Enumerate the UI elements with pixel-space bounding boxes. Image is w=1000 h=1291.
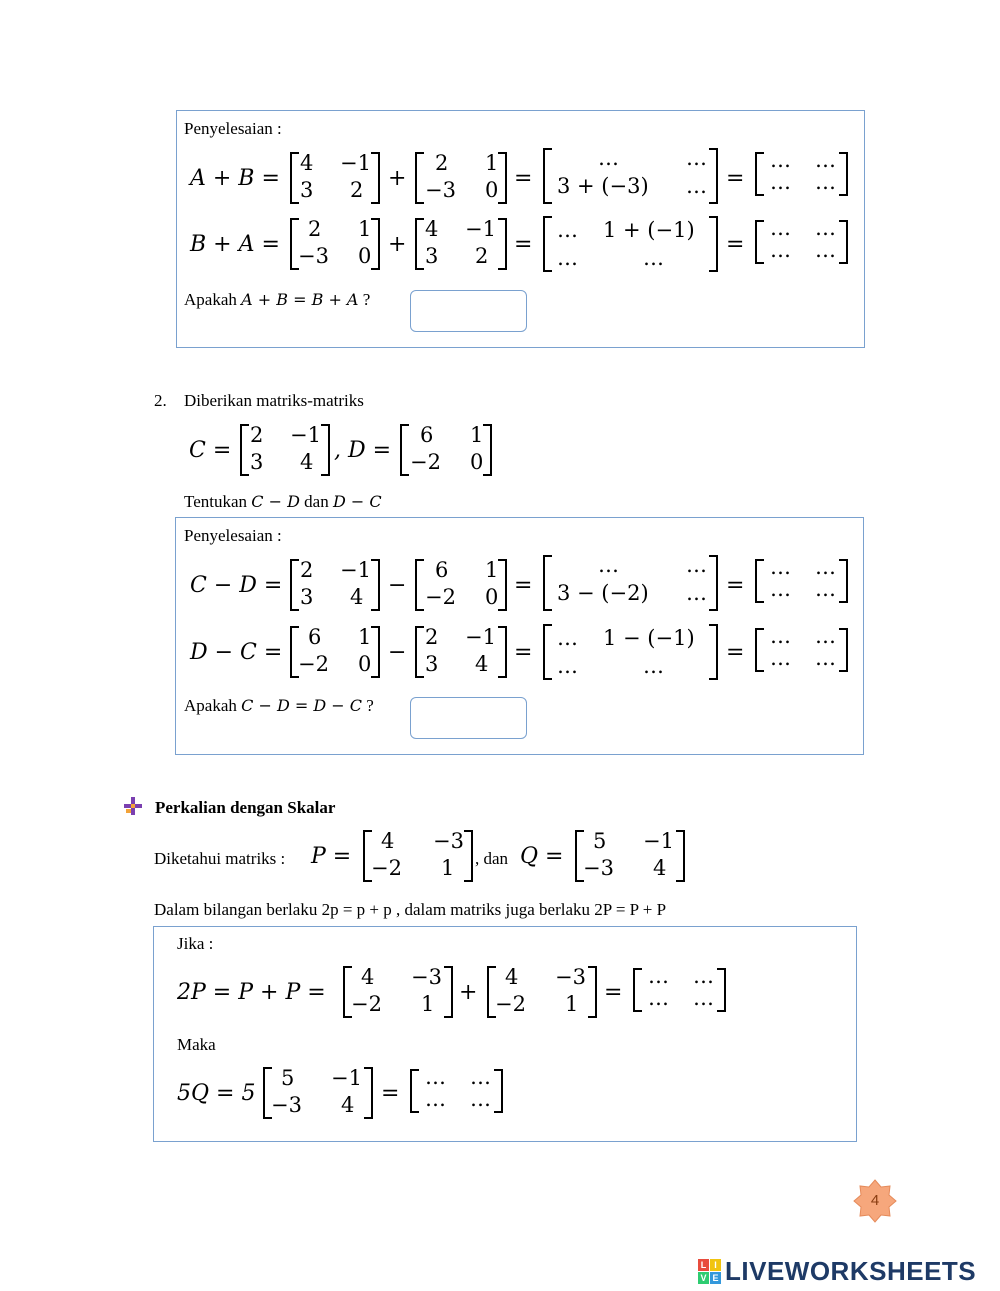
question-mark: ? [362, 290, 371, 309]
plus-sign: + [459, 980, 478, 1005]
matrix-cell: … [470, 1065, 491, 1089]
minus-sign: − [388, 573, 407, 598]
matrix-d [400, 424, 492, 476]
question-text [184, 291, 370, 308]
matrix-cell: … [770, 646, 791, 670]
matrix-cell: 0 [470, 450, 484, 474]
matrix-cell: … [598, 146, 619, 170]
matrix-sum-partial [543, 148, 718, 204]
page-number-badge [853, 1179, 897, 1223]
equals-sign: = [726, 232, 745, 257]
solution-box-3 [153, 926, 857, 1142]
matrix-cell: … [686, 553, 707, 577]
matrix-cell: … [686, 581, 707, 605]
matrix-cell: 6 [435, 558, 449, 582]
matrix-cell: −1 [643, 829, 674, 853]
matrix-a [415, 218, 507, 270]
matrix-d [415, 559, 507, 611]
matrix-cell: 0 [485, 178, 499, 202]
matrix-cell: 4 [341, 1093, 355, 1117]
matrix-cell: −2 [495, 992, 526, 1016]
matrix-cell: … [815, 577, 836, 601]
matrix-cell: −1 [340, 558, 371, 582]
matrix-cell: 4 [425, 217, 439, 241]
matrix-cell: −3 [583, 856, 614, 880]
equals-sign: = [604, 980, 623, 1005]
matrix-a [290, 152, 380, 204]
matrix-cell: −3 [555, 965, 586, 989]
matrix-cell: 4 [300, 151, 314, 175]
matrix-answer-blank [755, 555, 848, 603]
matrix-cell: 3 + (−3) [557, 174, 649, 198]
matrix-q-label: Q = [520, 844, 564, 869]
matrix-cell: … [770, 170, 791, 194]
task-math: C − D [251, 492, 300, 511]
matrix-cell: … [557, 218, 578, 242]
matrix-cell: −2 [425, 585, 456, 609]
matrix-cell: −1 [465, 625, 496, 649]
matrix-cell: … [770, 577, 791, 601]
equals-sign: = [514, 573, 533, 598]
matrix-cell: 3 [425, 244, 439, 268]
matrix-p [363, 830, 473, 882]
matrix-cell: 2 [475, 244, 489, 268]
matrix-answer-blank [755, 216, 848, 264]
matrix-cell: … [815, 170, 836, 194]
minus-sign: − [388, 640, 407, 665]
matrix-cell: 1 [358, 625, 372, 649]
matrix-cell: … [425, 1065, 446, 1089]
task-math: D − C [332, 492, 382, 511]
matrix-cell: … [693, 964, 714, 988]
matrix-cell: −2 [298, 652, 329, 676]
matrix-cell: … [643, 246, 664, 270]
matrix-d [290, 626, 380, 678]
liveworksheets-logo-icon [698, 1259, 722, 1285]
matrix-cell: −1 [331, 1066, 362, 1090]
matrix-cell: 3 [425, 652, 439, 676]
solution-label: Penyelesaian : [184, 526, 282, 545]
matrix-cell: 0 [358, 652, 372, 676]
matrix-cell: 1 [421, 992, 435, 1016]
matrix-cell: … [815, 238, 836, 262]
matrix-answer-blank [755, 624, 848, 672]
page-number: 4 [870, 1192, 880, 1209]
matrix-d-label: , D = [334, 438, 392, 463]
matrix-cell: −3 [271, 1093, 302, 1117]
matrix-cell: … [815, 646, 836, 670]
question-math: A + B = B + A [241, 290, 359, 309]
logo-cube: E [710, 1272, 721, 1284]
matrix-cell: … [425, 1087, 446, 1111]
matrix-cell: 3 [300, 585, 314, 609]
known-prefix: Diketahui matriks : [154, 849, 286, 868]
task-text [184, 493, 382, 510]
matrix-sum-partial [543, 216, 718, 272]
matrix-cell: 2 [425, 625, 439, 649]
matrix-cell: 3 − (−2) [557, 581, 649, 605]
question-label: Apakah [184, 290, 237, 309]
matrix-cell: −2 [410, 450, 441, 474]
equation-lhs: 5Q = 5 [177, 1081, 256, 1106]
matrix-cell: … [557, 246, 578, 270]
question-intro: Diberikan matriks-matriks [184, 391, 364, 410]
equals-sign: = [381, 1081, 400, 1106]
matrix-cell: 4 [381, 829, 395, 853]
matrix-cell: 1 [485, 558, 499, 582]
equals-sign: = [726, 166, 745, 191]
matrix-cell: −2 [351, 992, 382, 1016]
matrix-c [290, 559, 380, 611]
plus-sign: + [388, 232, 407, 257]
if-label: Jika : [177, 934, 214, 953]
matrix-cell: 4 [505, 965, 519, 989]
bullet-icon [124, 797, 142, 815]
matrix-cell: … [770, 216, 791, 240]
matrix-cell: … [648, 964, 669, 988]
matrix-cell: −3 [425, 178, 456, 202]
equation-lhs: 2P = P + P = [177, 980, 326, 1005]
matrix-diff-partial [543, 624, 718, 680]
matrix-cell: … [557, 654, 578, 678]
matrix-cell: 3 [300, 178, 314, 202]
matrix-diff-partial [543, 555, 718, 611]
matrix-cell: 3 [250, 450, 264, 474]
matrix-b [415, 152, 507, 204]
matrix-cell: … [686, 146, 707, 170]
task-mid: dan [304, 492, 329, 511]
matrix-answer-blank [410, 1065, 503, 1113]
matrix-cell: … [648, 986, 669, 1010]
matrix-b [290, 218, 380, 270]
matrix-q [263, 1067, 373, 1119]
matrix-cell: 1 [358, 217, 372, 241]
equation-lhs: C − D = [190, 573, 283, 598]
matrix-cell: … [643, 654, 664, 678]
matrix-q [575, 830, 685, 882]
matrix-cell: … [815, 555, 836, 579]
matrix-cell: 1 [485, 151, 499, 175]
matrix-cell: −1 [290, 423, 321, 447]
matrix-answer-blank [633, 964, 726, 1012]
matrix-p [343, 966, 453, 1018]
question-label: Apakah [184, 696, 237, 715]
matrix-cell: 5 [281, 1066, 295, 1090]
equals-sign: = [514, 640, 533, 665]
logo-cube: L [698, 1259, 709, 1271]
equation-lhs: D − C = [190, 640, 283, 665]
matrix-cell: −3 [298, 244, 329, 268]
conjunction-text: , dan [475, 849, 509, 868]
section-heading: Perkalian dengan Skalar [155, 798, 336, 817]
matrix-cell: 1 [441, 856, 455, 880]
matrix-cell: 1 [565, 992, 579, 1016]
equals-sign: = [726, 640, 745, 665]
matrix-cell: 6 [420, 423, 434, 447]
question-mark: ? [366, 696, 374, 715]
equation-lhs: B + A = [190, 232, 280, 257]
equals-sign: = [514, 166, 533, 191]
matrix-cell: −1 [465, 217, 496, 241]
matrix-cell: … [598, 553, 619, 577]
question-text [184, 697, 374, 714]
matrix-c [415, 626, 507, 678]
matrix-cell: … [470, 1087, 491, 1111]
matrix-cell: 2 [300, 558, 314, 582]
matrix-cell: 1 − (−1) [603, 626, 695, 650]
matrix-cell: 1 + (−1) [603, 218, 695, 242]
matrix-p [487, 966, 597, 1018]
matrix-cell: 2 [435, 151, 449, 175]
then-label: Maka [177, 1035, 216, 1054]
answer-input-2[interactable] [410, 697, 527, 739]
matrix-cell: 4 [653, 856, 667, 880]
matrix-cell: … [815, 148, 836, 172]
matrix-cell: −3 [433, 829, 464, 853]
question-number: 2. [154, 391, 167, 410]
matrix-cell: … [686, 174, 707, 198]
matrix-c [240, 424, 330, 476]
matrix-cell: 4 [300, 450, 314, 474]
matrix-answer-blank [755, 148, 848, 196]
matrix-cell: −1 [340, 151, 371, 175]
matrix-cell: 6 [308, 625, 322, 649]
solution-label: Penyelesaian : [184, 119, 282, 138]
matrix-c-label: C = [189, 438, 232, 463]
liveworksheets-logo-text[interactable]: LIVEWORKSHEETS [725, 1256, 977, 1286]
matrix-p-label: P = [311, 844, 352, 869]
matrix-cell: … [770, 624, 791, 648]
matrix-cell: 1 [470, 423, 484, 447]
logo-cube: V [698, 1272, 709, 1284]
matrix-cell: … [770, 555, 791, 579]
equals-sign: = [514, 232, 533, 257]
matrix-cell: −2 [371, 856, 402, 880]
equals-sign: = [726, 573, 745, 598]
question-math: C − D = D − C [241, 696, 362, 715]
matrix-cell: … [770, 238, 791, 262]
matrix-cell: 0 [358, 244, 372, 268]
matrix-cell: 2 [350, 178, 364, 202]
matrix-cell: 0 [485, 585, 499, 609]
equation-lhs: A + B = [190, 166, 280, 191]
matrix-cell: −3 [411, 965, 442, 989]
matrix-cell: … [770, 148, 791, 172]
task-prefix: Tentukan [184, 492, 248, 511]
matrix-cell: … [815, 216, 836, 240]
answer-input-1[interactable] [410, 290, 527, 332]
matrix-cell: … [815, 624, 836, 648]
plus-sign: + [388, 166, 407, 191]
matrix-cell: … [557, 626, 578, 650]
matrix-cell: 4 [361, 965, 375, 989]
logo-cube: I [710, 1259, 721, 1271]
rule-text: Dalam bilangan berlaku 2p = p + p , dalam matriks juga berlaku 2P = P + P [154, 900, 667, 919]
matrix-cell: 4 [475, 652, 489, 676]
matrix-cell: 4 [350, 585, 364, 609]
matrix-cell: 2 [250, 423, 264, 447]
matrix-cell: 2 [308, 217, 322, 241]
matrix-cell: 5 [593, 829, 607, 853]
matrix-cell: … [693, 986, 714, 1010]
